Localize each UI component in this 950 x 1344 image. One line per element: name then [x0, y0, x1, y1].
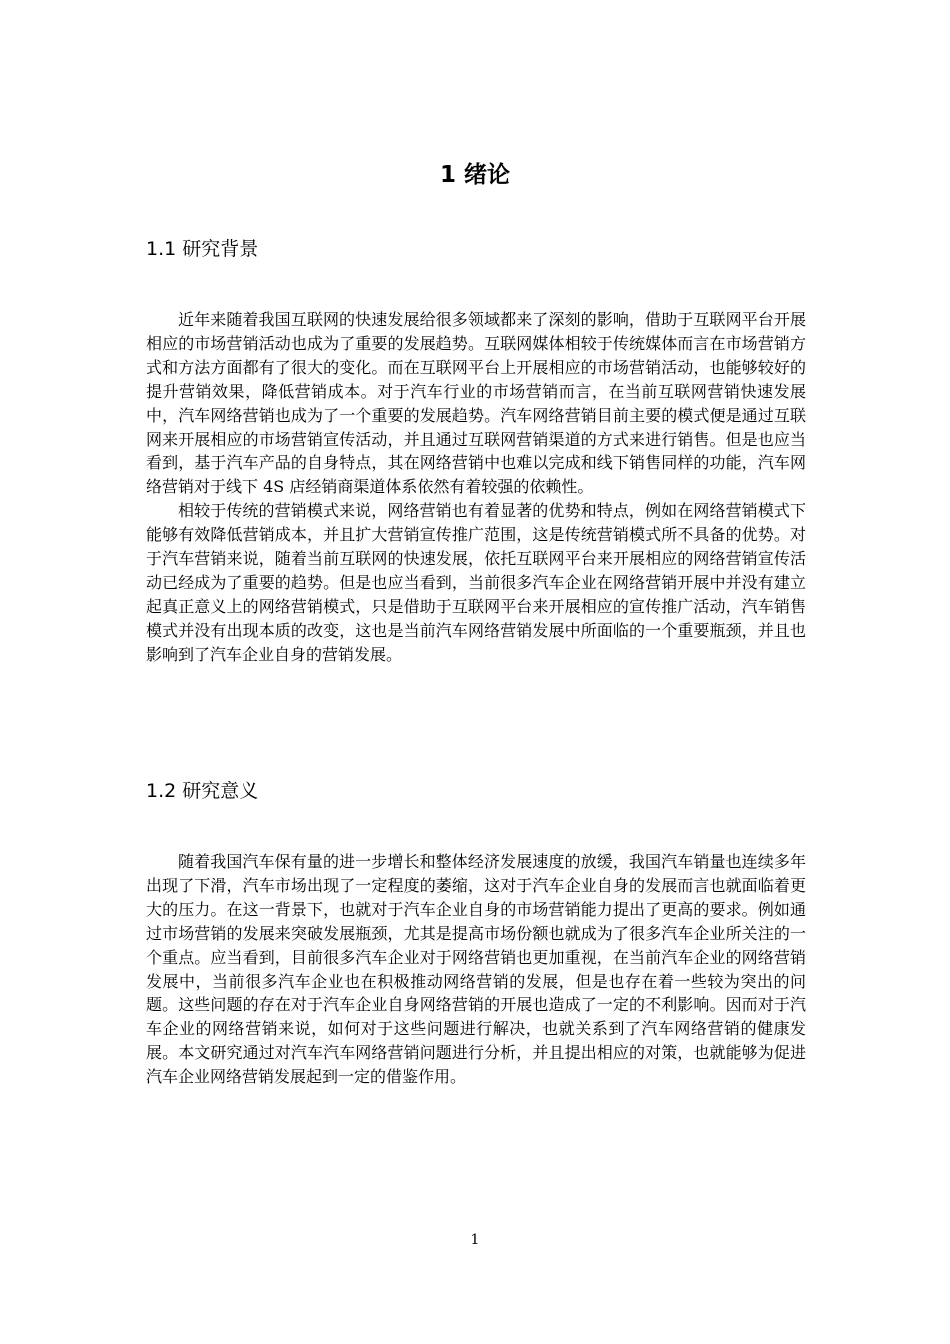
page-number: 1 — [470, 1232, 480, 1248]
section-body-research-significance — [146, 850, 806, 1089]
chapter-title: 1 绪论 — [439, 162, 510, 188]
section-heading-research-background: 1.1 研究背景 — [146, 238, 259, 260]
section-heading-research-significance: 1.2 研究意义 — [146, 780, 259, 802]
section-body-research-background — [146, 308, 806, 667]
paragraph: 随着我国汽车保有量的进一步增长和整体经济发展速度的放缓，我国汽车销量也连续多年出现了下滑，汽车市场出现了一定程度的萎缩，这对于汽车企业自身的发展而言也就面临着更大的压力。在这一背景下，也就对于汽车企业自身的市场营销能力提出了更高的要求。例如通过市场营销的发展来突破发展瓶颈，尤其是提高市场份额也就成为了很多汽车企业所关注的一个重点。应当看到，目前很多汽车企业对于网络营销也更加重视，在当前汽车企业的网络营销发展中，当前很多汽车企业也在积极推动网络营销的发展，但是也存在着一些较为突出的问题。这些问题的存在对于汽车企业自身网络营销的开展也造成了一定的不利影响。因而对于汽车企业的网络营销来说，如何对于这些问题进行解决，也就关系到了汽车网络营销的健康发展。本文研究通过对汽车汽车网络营销问题进行分析，并且提出相应的对策，也就能够为促进汽车企业网络营销发展起到一定的借鉴作用。 — [146, 852, 806, 1087]
paragraph: 相较于传统的营销模式来说，网络营销也有着显著的优势和特点，例如在网络营销模式下能够有效降低营销成本，并且扩大营销宣传推广范围，这是传统营销模式所不具备的优势。对于汽车营销来说，随着当前互联网的快速发展，依托互联网平台来开展相应的网络营销宣传活动已经成为了重要的趋势。但是也应当看到，当前很多汽车企业在网络营销开展中并没有建立起真正意义上的网络营销模式，只是借助于互联网平台来开展相应的宣传推广活动，汽车销售模式并没有出现本质的改变，这也是当前汽车网络营销发展中所面临的一个重要瓶颈，并且也影响到了汽车企业自身的营销发展。 — [146, 501, 806, 664]
paragraph: 近年来随着我国互联网的快速发展给很多领域都来了深刻的影响，借助于互联网平台开展相应的市场营销活动也成为了重要的发展趋势。互联网媒体相较于传统媒体而言在市场营销方式和方法方面都有了很大的变化。而在互联网平台上开展相应的市场营销活动，也能够较好的提升营销效果，降低营销成本。对于汽车行业的市场营销而言，在当前互联网营销快速发展中，汽车网络营销也成为了一个重要的发展趋势。汽车网络营销目前主要的模式便是通过互联网来开展相应的市场营销宣传活动，并且通过互联网营销渠道的方式来进行销售。但是也应当看到，基于汽车产品的自身特点，其在网络营销中也难以完成和线下销售同样的功能，汽车网络营销对于线下 4S 店经销商渠道体系依然有着较强的依赖性。 — [146, 310, 806, 497]
